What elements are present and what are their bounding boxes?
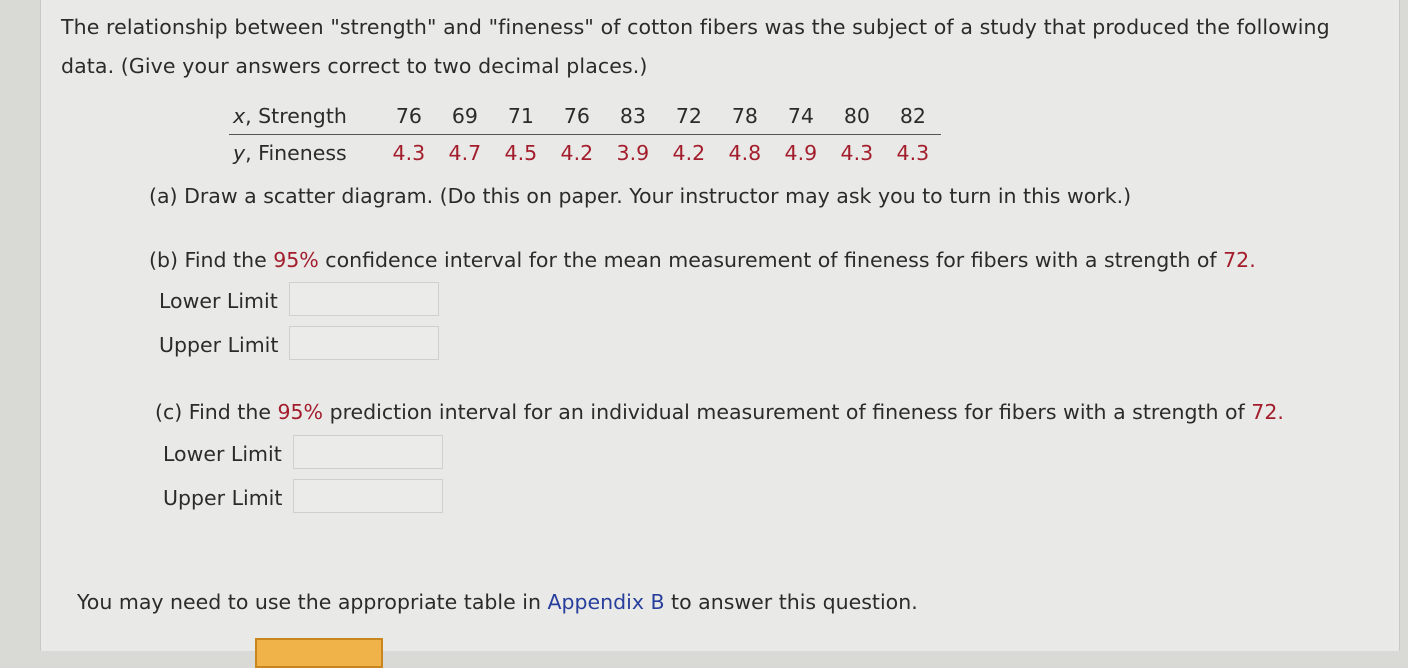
y-value: 4.8 [728,141,762,165]
part-b-mid: confidence interval for the mean measurement of fineness for fibers with a strength of [318,248,1224,272]
y-value: 4.3 [840,141,874,165]
part-b-upper-label: Upper Limit [159,333,279,357]
y-variable: y [233,141,246,165]
x-value: 69 [437,98,493,135]
part-c-percent: 95% [277,400,324,424]
part-c-upper-input[interactable] [293,479,443,513]
y-label [229,135,381,172]
part-c-lower-label: Lower Limit [163,442,282,466]
y-value: 4.2 [560,141,594,165]
part-c-upper-label: Upper Limit [163,486,283,510]
question-panel [40,0,1400,651]
appendix-note-pre: You may need to use the appropriate table in [77,590,548,614]
part-b-strength: 72. [1223,248,1256,272]
appendix-note-post: to answer this question. [664,590,918,614]
part-b-percent: 95% [273,248,319,272]
part-b-lower-input[interactable] [289,282,439,316]
x-label [229,98,381,135]
strength-row [229,98,941,135]
y-value: 4.5 [504,141,538,165]
x-variable: x [233,104,246,128]
y-value: 4.9 [784,141,818,165]
part-c-pre: (c) Find the [155,400,278,424]
part-c-lower-input[interactable] [293,435,443,469]
part-a-text: (a) Draw a scatter diagram. (Do this on paper. Your instructor may ask you to turn in this work.) [149,184,1132,208]
part-b-pre: (b) Find the [149,248,274,272]
part-b-upper-input[interactable] [289,326,439,360]
y-value: 3.9 [616,141,650,165]
fineness-row [229,135,941,172]
appendix-note [77,590,918,614]
x-value: 72 [661,98,717,135]
x-value: 80 [829,98,885,135]
appendix-b-link[interactable]: Appendix B [547,590,665,614]
x-name: , Strength [245,104,347,128]
x-value: 83 [605,98,661,135]
part-c-mid: prediction interval for an individual measurement of fineness for fibers with a strength of [323,400,1252,424]
part-b-text [149,248,1256,272]
problem-intro: The relationship between "strength" and "fineness" of cotton fibers was the subject of a study that produced the following data. (Give your answers correct to two decimal places.) [61,15,1330,78]
x-value: 78 [717,98,773,135]
y-value: 4.3 [896,141,930,165]
answer-button[interactable] [255,638,383,668]
part-c-strength: 72. [1251,400,1284,424]
x-value: 74 [773,98,829,135]
y-value: 4.3 [392,141,426,165]
x-value: 76 [549,98,605,135]
y-value: 4.7 [448,141,482,165]
part-b-lower-label: Lower Limit [159,289,278,313]
data-table [229,98,941,171]
y-name: , Fineness [245,141,347,165]
x-value: 76 [381,98,437,135]
x-value: 82 [885,98,941,135]
x-value: 71 [493,98,549,135]
part-c-text [155,400,1284,424]
y-value: 4.2 [672,141,706,165]
